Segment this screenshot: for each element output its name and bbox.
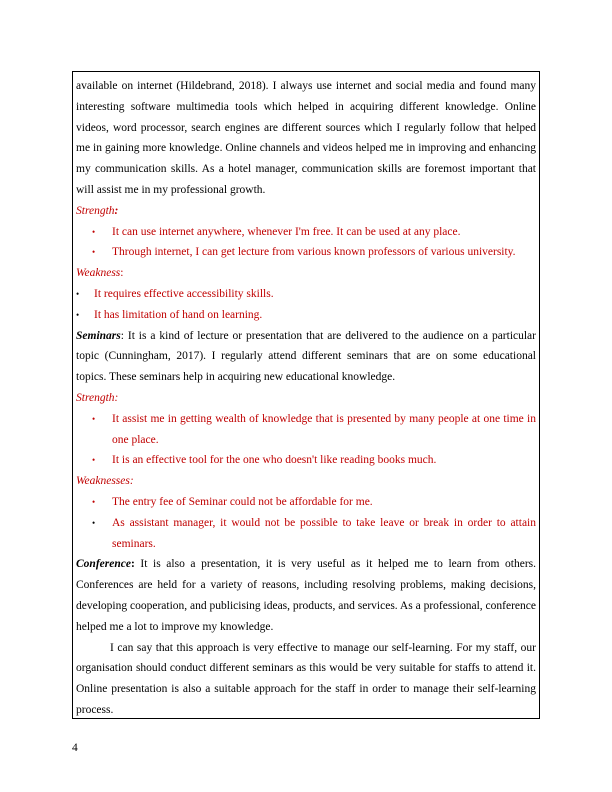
bullet-icon: • [92, 413, 96, 424]
list-item [76, 242, 536, 263]
list-item-text: It is an effective tool for the one who doesn't like reading books much. [112, 454, 437, 467]
list-item [76, 450, 536, 471]
list-item-text: It can use internet anywhere, whenever I'm free. It can be used at any place. [112, 225, 461, 238]
list-item [76, 513, 536, 555]
list-item-text: It has limitation of hand on learning. [94, 308, 263, 321]
page-number: 4 [72, 742, 78, 754]
weakness-colon: : [120, 267, 124, 280]
bullet-icon: • [92, 226, 96, 237]
seminars-text: : It is a kind of lecture or presentation that are delivered to the audience on a particular topic (Cunningham, 2017). I regularly attend different seminars that are on some educational topics. These seminars help in acquiring new educational knowledge. [76, 329, 536, 384]
bullet-icon: • [92, 517, 96, 528]
bullet-icon: • [76, 309, 80, 320]
bullet-icon: • [76, 288, 80, 299]
list-item-text: It requires effective accessibility skills. [94, 287, 274, 300]
bullet-icon: • [92, 496, 96, 507]
seminars-strength-list [76, 409, 536, 471]
seminars-paragraph [76, 326, 536, 388]
conference-paragraph [76, 554, 536, 637]
closing-paragraph: I can say that this approach is very effective to manage our self-learning. For my staff, our organisation should conduct different seminars as this would be very suitable for staffs to attend it. Online presentation is also a suitable approach for the staff in order to manage their self-learning process. [76, 641, 536, 716]
seminars-term: Seminars [76, 329, 121, 342]
list-item [76, 284, 536, 305]
seminars-strength-heading: Strength: [76, 391, 119, 404]
conference-term: Conference [76, 558, 131, 571]
list-item-text: It assist me in getting wealth of knowledge that is presented by many people at one time in one place. [112, 412, 536, 446]
seminars-weakness-list [76, 492, 536, 554]
list-item [76, 409, 536, 451]
internet-strength-heading [76, 201, 536, 222]
bullet-icon: • [92, 455, 96, 466]
internet-weakness-heading [76, 263, 536, 284]
weakness-label: Weakness [76, 267, 121, 280]
seminars-weakness-heading: Weaknesses: [76, 475, 134, 488]
strength-label: Strength [76, 204, 115, 217]
list-item-text: Through internet, I can get lecture from various known professors of various university. [112, 246, 516, 259]
internet-strength-list [76, 222, 536, 264]
intro-paragraph: available on internet (Hildebrand, 2018). I always use internet and social media and found many interesting software multimedia tools which helped in acquiring different knowledge. Online videos, word processor, search engines are different sources which I regularly follow that helped me in gaining more knowledge. Online channels and videos helped me in improving and enhancing my communication skills. As a hotel manager, communication skills are foremost important that will assist me in my professional growth. [76, 80, 536, 196]
conference-text: It is also a presentation, it is very useful as it helped me to learn from others. Conferences are held for a variety of reasons, including resolving problems, making decisions, developing cooperation, and publicising ideas, products, and services. As a professional, conference helped me a lot to improve my knowledge. [76, 558, 536, 633]
internet-weakness-list [76, 284, 536, 326]
list-item [76, 222, 536, 243]
list-item-text: As assistant manager, it would not be possible to take leave or break in order to attain seminars. [112, 516, 536, 550]
strength-colon: : [114, 204, 119, 217]
list-item [76, 492, 536, 513]
list-item-text: The entry fee of Seminar could not be affordable for me. [112, 495, 373, 508]
content-box [72, 71, 540, 719]
conference-colon: : [130, 558, 135, 571]
list-item [76, 305, 536, 326]
bullet-icon: • [92, 247, 96, 258]
